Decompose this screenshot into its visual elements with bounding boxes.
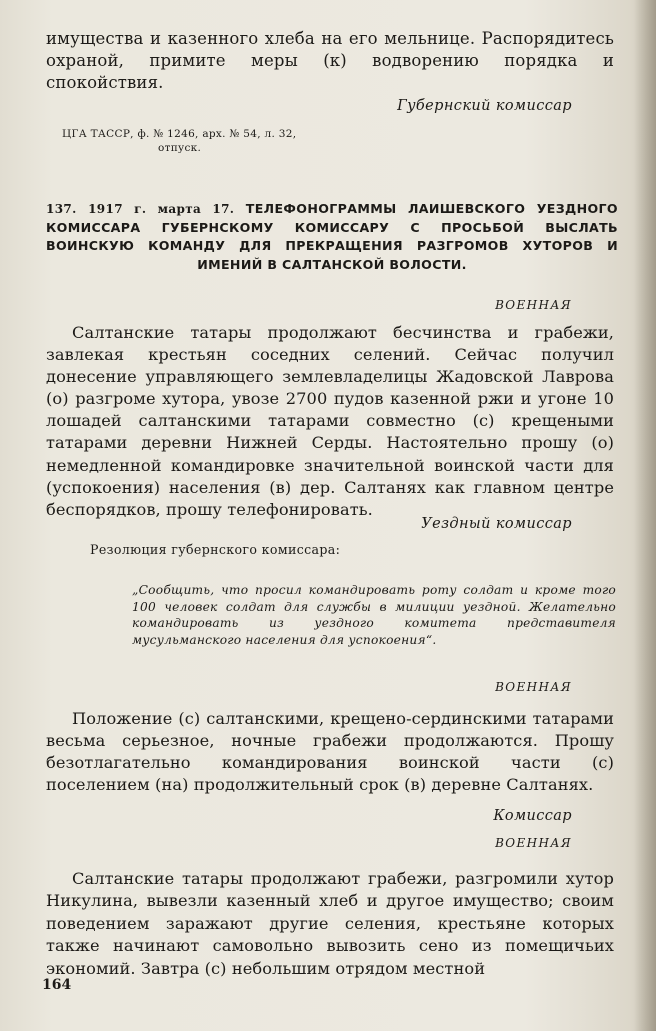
telegram3-tag: ВОЕННАЯ (495, 836, 572, 850)
telegram1-tag: ВОЕННАЯ (495, 298, 572, 312)
telegram2-text: Положение (с) салтанскими, крещено-сердинскими татарами весьма серьезное, ночные грабежи продолжаются. Прошу безотлагательно командирования воинской части (с) поселением (на) продолжительный срок (в) деревне Салтанях. (46, 709, 614, 794)
archive-reference (62, 127, 382, 155)
document-heading (46, 200, 618, 274)
archive-ref-line2: отпуск. (158, 142, 202, 154)
top-paragraph: имущества и казенного хлеба на его мельнице. Распорядитесь охраной, примите меры (к) водворению порядка и спокойствия. (46, 29, 614, 92)
document-title: ТЕЛЕФОНОГРАММЫ ЛАИШЕВСКОГО УЕЗДНОГО КОМИССАРА ГУБЕРНСКОМУ КОМИССАРУ С ПРОСЬБОЙ ВЫСЛАТЬ ВОИНСКУЮ КОМАНДУ ДЛЯ ПРЕКРАЩЕНИЯ РАЗГРОМОВ ХУТОРОВ И ИМЕНИЙ В САЛТАНСКОЙ ВОЛОСТИ. (46, 201, 618, 272)
telegram3-text: Салтанские татары продолжают грабежи, разгромили хутор Никулина, вывезли казенный хлеб и другое имущество; своим поведением заражают другие селения, крестьяне которых также начинают самовольно вывозить сено из помещичьих экономий. Завтра (с) небольшим отрядом местной (46, 869, 614, 978)
top-signature: Губернский комиссар (397, 98, 572, 114)
document-date: 1917 г. марта 17. (88, 202, 235, 216)
page-number: 164 (42, 977, 72, 993)
page-edge-shadow (634, 0, 656, 1031)
telegram1-signature: Уездный комиссар (421, 516, 572, 532)
telegram1-text: Салтанские татары продолжают бесчинства и грабежи, завлекая крестьян соседних селений. Сейчас получил донесение управляющего землевладелицы Жадовской Лаврова (о) разгроме хутора, увозе 2700 пудов казенной ржи и угоне 10 лошадей салтанскими татарами совместно (с) крещеными татарами деревни Нижней Серды. Настоятельно прошу (о) немедленной командировке значительной воинской части для (успокоения) населения (в) дер. Салтанях как главном центре беспорядков, прошу телефонировать. (46, 323, 614, 519)
resolution-label: Резолюция губернского комиссара: (90, 542, 341, 557)
resolution-text: „Сообщить, что просил командировать роту солдат и кроме того 100 человек солдат для службы в милиции уездной. Желательно командировать из уездного комитета представителя мусульманского населения для успокоения“. (132, 583, 616, 647)
document-number: 137. (46, 202, 77, 216)
telegram2-signature: Комиссар (493, 808, 572, 824)
telegram2-tag: ВОЕННАЯ (495, 680, 572, 694)
archive-ref-line1: ЦГА ТАССР, ф. № 1246, арх. № 54, л. 32, (62, 128, 297, 140)
